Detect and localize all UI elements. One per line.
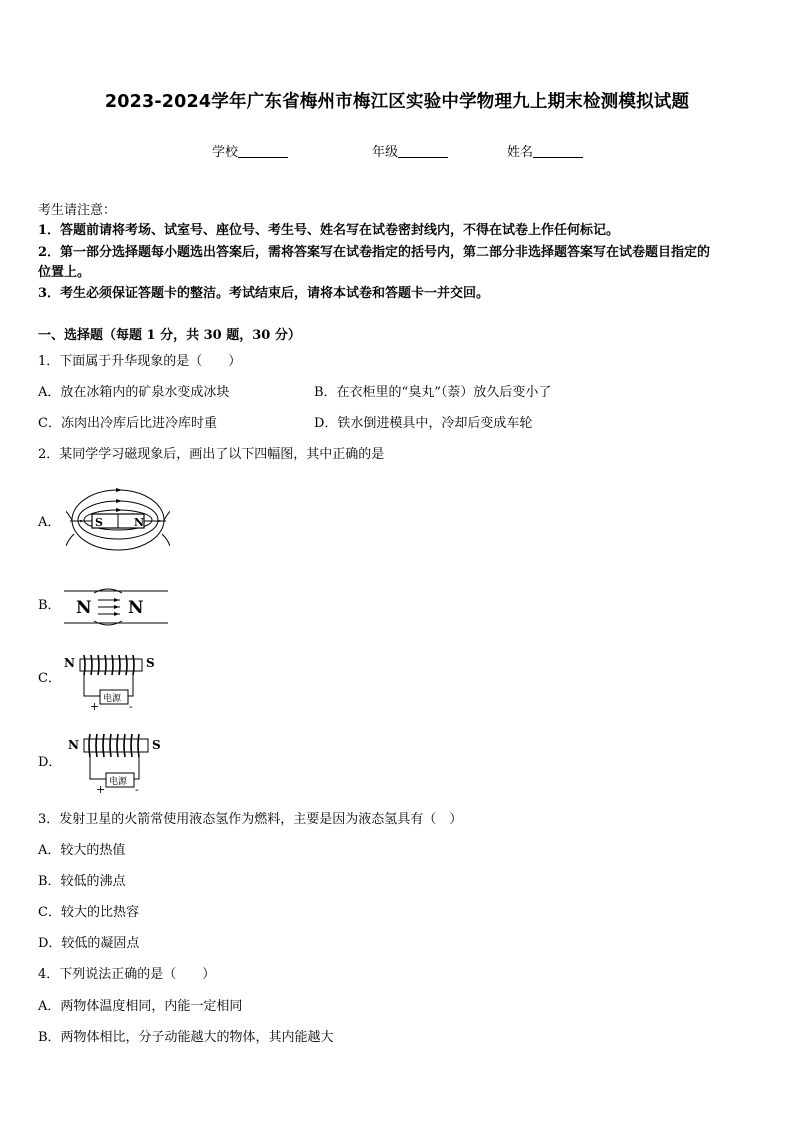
figure-a-bar-magnet-field [66, 484, 170, 554]
question-2-option-d: D． [38, 755, 62, 770]
pole-label-s: S [95, 516, 103, 529]
question-1-option-d: D．铁水倒进模具中，冷却后变成车轮 [314, 416, 533, 431]
school-field [212, 141, 288, 160]
grade-field [372, 141, 448, 160]
name-blank [533, 144, 583, 158]
question-3-option-c: C．较大的比热容 [38, 905, 139, 920]
power-source-label: 电源 [103, 694, 122, 704]
minus-terminal: - [135, 783, 139, 796]
notice-heading: 考生请注意： [38, 203, 117, 218]
name-label: 姓名 [507, 145, 534, 160]
figure-b-like-poles-field [64, 583, 168, 633]
pole-label-n: N [64, 656, 75, 670]
page-title: 2023-2024学年广东省梅州市梅江区实验中学物理九上期末检测模拟试题 [104, 92, 690, 112]
pole-label-n: N [68, 738, 79, 752]
question-2-option-a: A． [38, 515, 61, 530]
notice-item: 3．考生必须保证答题卡的整洁。考试结束后，请将本试卷和答题卡一并交回。 [38, 286, 490, 301]
question-3-option-a: A．较大的热值 [38, 843, 126, 858]
figure-c-solenoid [62, 652, 168, 714]
power-source-label: 电源 [109, 777, 128, 787]
question-1-stem: 1．下面属于升华现象的是（ ） [38, 354, 242, 369]
notice-item: 1．答题前请将考场、试室号、座位号、考生号、姓名写在试卷密封线内，不得在试卷上作任何标记。 [38, 223, 620, 238]
question-2-stem: 2．某同学学习磁现象后，画出了以下四幅图，其中正确的是 [38, 447, 385, 462]
notice-item: 位置上。 [38, 265, 91, 280]
minus-terminal: - [129, 700, 133, 713]
question-4-option-a: A．两物体温度相同，内能一定相同 [38, 999, 243, 1014]
pole-label-s: S [152, 738, 161, 752]
question-2-option-c: C． [38, 671, 61, 686]
question-1-option-a: A．放在冰箱内的矿泉水变成冰块 [38, 385, 230, 400]
name-field [507, 141, 583, 160]
question-2-option-b: B． [38, 598, 61, 613]
question-3-option-d: D．较低的凝固点 [38, 936, 140, 951]
question-1-option-b: B．在衣柜里的“臭丸”（萘）放久后变小了 [314, 385, 552, 400]
question-4-option-b: B．两物体相比，分子动能越大的物体，其内能越大 [38, 1030, 334, 1045]
notice-item: 2．第一部分选择题每小题选出答案后，需将答案写在试卷指定的括号内，第二部分非选择题答案写在试卷题目指定的 [38, 245, 711, 260]
question-3-stem: 3．发射卫星的火箭常使用液态氢作为燃料，主要是因为液态氢具有（ ） [38, 812, 463, 827]
question-1-option-c: C．冻肉出冷库后比进冷库时重 [38, 416, 217, 431]
pole-label-n: N [76, 598, 92, 618]
question-4-stem: 4．下列说法正确的是（ ） [38, 967, 216, 982]
school-label: 学校 [212, 145, 239, 160]
pole-label-n: N [134, 516, 145, 529]
grade-blank [398, 144, 448, 158]
pole-label-s: S [146, 656, 155, 670]
plus-terminal: + [90, 700, 100, 713]
pole-label-n: N [128, 598, 144, 618]
plus-terminal: + [96, 783, 106, 796]
figure-d-solenoid [66, 730, 172, 796]
section-heading: 一、选择题（每题 1 分，共 30 题，30 分） [38, 328, 301, 343]
school-blank [238, 144, 288, 158]
grade-label: 年级 [372, 145, 399, 160]
question-3-option-b: B．较低的沸点 [38, 874, 126, 889]
